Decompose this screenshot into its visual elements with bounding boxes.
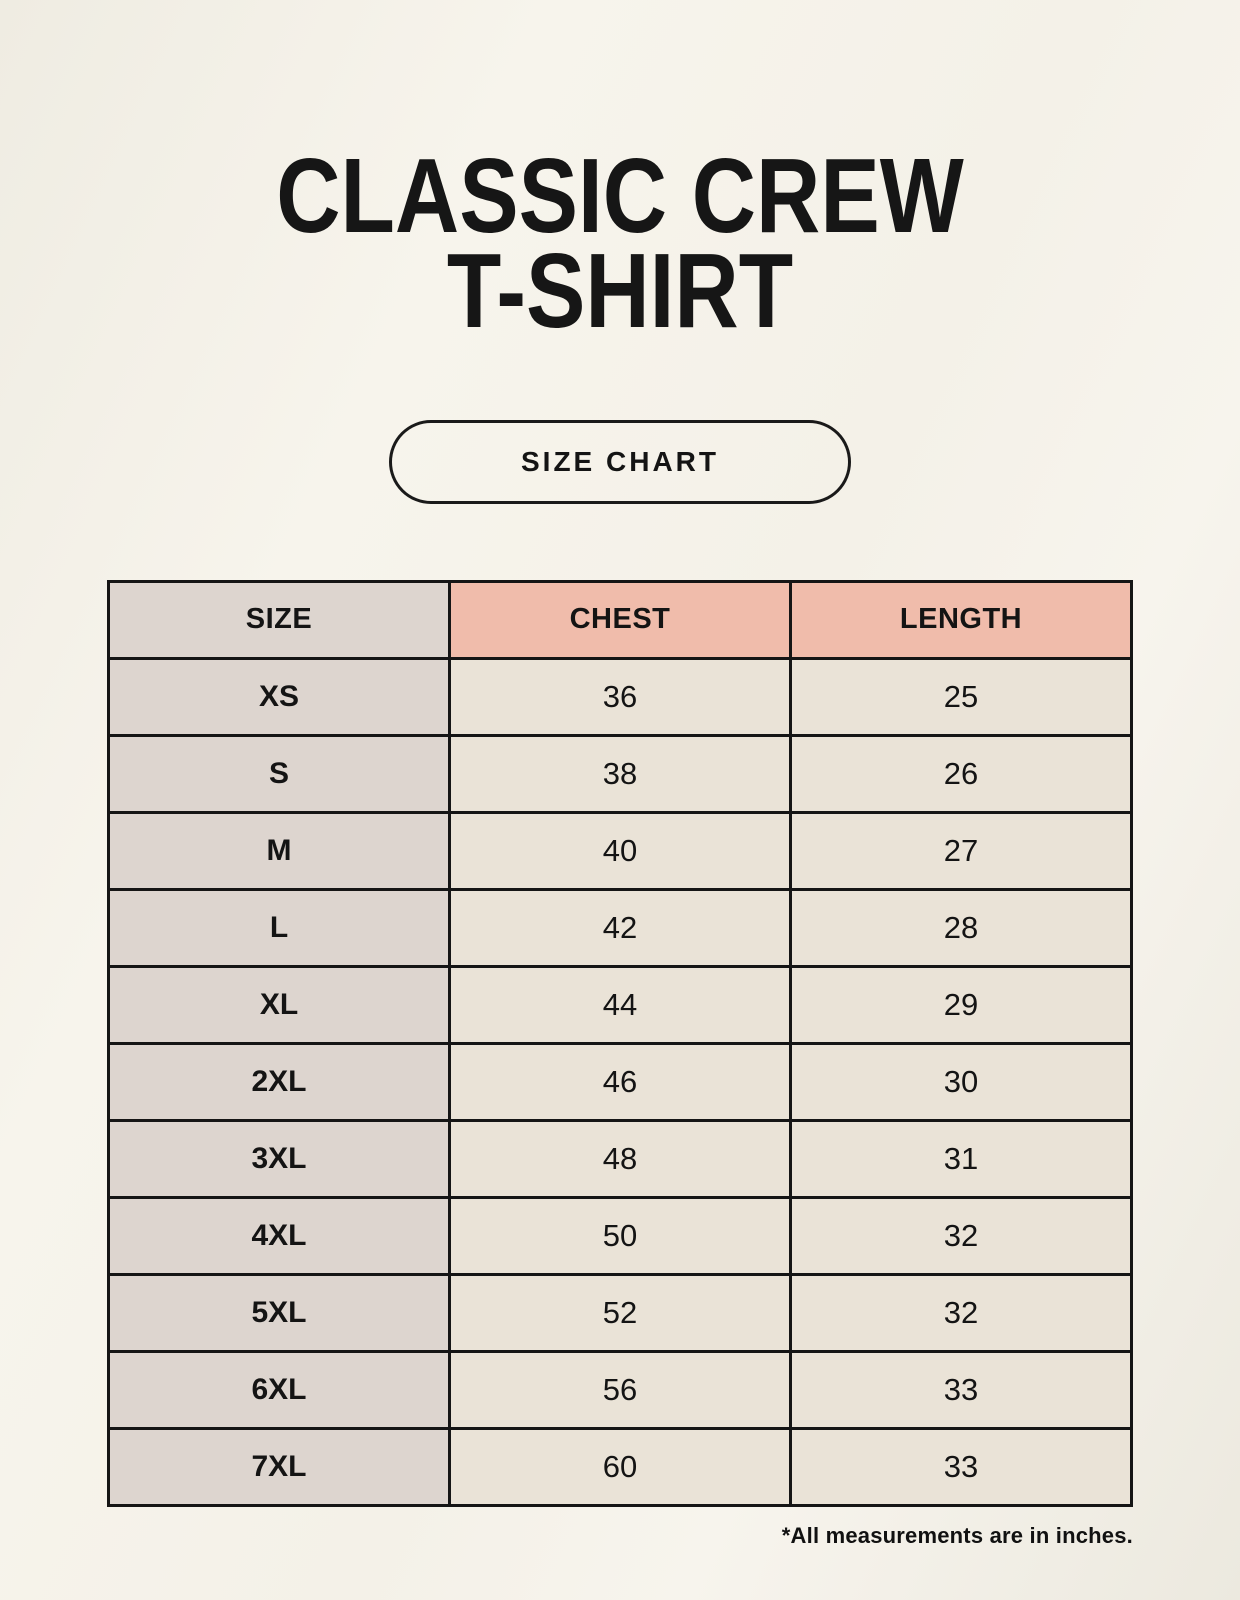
- length-value-cell: 26: [791, 735, 1132, 812]
- length-value-cell: 32: [791, 1197, 1132, 1274]
- size-table: [107, 580, 1133, 1507]
- size-label-cell: 5XL: [109, 1274, 450, 1351]
- table-row: [109, 1274, 1132, 1351]
- length-value-cell: 30: [791, 1043, 1132, 1120]
- header-row: [109, 581, 1132, 658]
- length-value-cell: 28: [791, 889, 1132, 966]
- table-row: [109, 658, 1132, 735]
- size-label-cell: S: [109, 735, 450, 812]
- size-table-body: [109, 658, 1132, 1505]
- table-row: [109, 812, 1132, 889]
- size-label-cell: XL: [109, 966, 450, 1043]
- measurements-footnote: *All measurements are in inches.: [781, 1522, 1133, 1548]
- page-title: [0, 137, 1240, 351]
- size-label-cell: 7XL: [109, 1428, 450, 1505]
- size-label-cell: XS: [109, 658, 450, 735]
- length-value-cell: 25: [791, 658, 1132, 735]
- table-row: [109, 1351, 1132, 1428]
- table-row: [109, 966, 1132, 1043]
- chest-value-cell: 48: [450, 1120, 791, 1197]
- chest-value-cell: 52: [450, 1274, 791, 1351]
- size-label-cell: 4XL: [109, 1197, 450, 1274]
- chest-value-cell: 36: [450, 658, 791, 735]
- chest-value-cell: 60: [450, 1428, 791, 1505]
- column-header-length: LENGTH: [791, 581, 1132, 658]
- page-title-line-2: T-SHIRT: [446, 232, 794, 351]
- chest-value-cell: 44: [450, 966, 791, 1043]
- chest-value-cell: 56: [450, 1351, 791, 1428]
- length-value-cell: 33: [791, 1351, 1132, 1428]
- chest-value-cell: 40: [450, 812, 791, 889]
- size-label-cell: 6XL: [109, 1351, 450, 1428]
- table-row: [109, 735, 1132, 812]
- size-label-cell: 2XL: [109, 1043, 450, 1120]
- size-label-cell: L: [109, 889, 450, 966]
- length-value-cell: 27: [791, 812, 1132, 889]
- page-title-line-1: CLASSIC CREW: [276, 137, 964, 256]
- size-label-cell: 3XL: [109, 1120, 450, 1197]
- length-value-cell: 31: [791, 1120, 1132, 1197]
- size-chart-button[interactable]: SIZE CHART: [389, 420, 851, 504]
- table-row: [109, 1428, 1132, 1505]
- column-header-chest: CHEST: [450, 581, 791, 658]
- chest-value-cell: 46: [450, 1043, 791, 1120]
- table-row: [109, 1120, 1132, 1197]
- chest-value-cell: 42: [450, 889, 791, 966]
- table-row: [109, 1197, 1132, 1274]
- length-value-cell: 29: [791, 966, 1132, 1043]
- table-row: [109, 889, 1132, 966]
- table-row: [109, 1043, 1132, 1120]
- length-value-cell: 32: [791, 1274, 1132, 1351]
- chest-value-cell: 50: [450, 1197, 791, 1274]
- size-table-container: [107, 580, 1133, 1507]
- length-value-cell: 33: [791, 1428, 1132, 1505]
- size-label-cell: M: [109, 812, 450, 889]
- chest-value-cell: 38: [450, 735, 791, 812]
- size-table-header: [109, 581, 1132, 658]
- column-header-size: SIZE: [109, 581, 450, 658]
